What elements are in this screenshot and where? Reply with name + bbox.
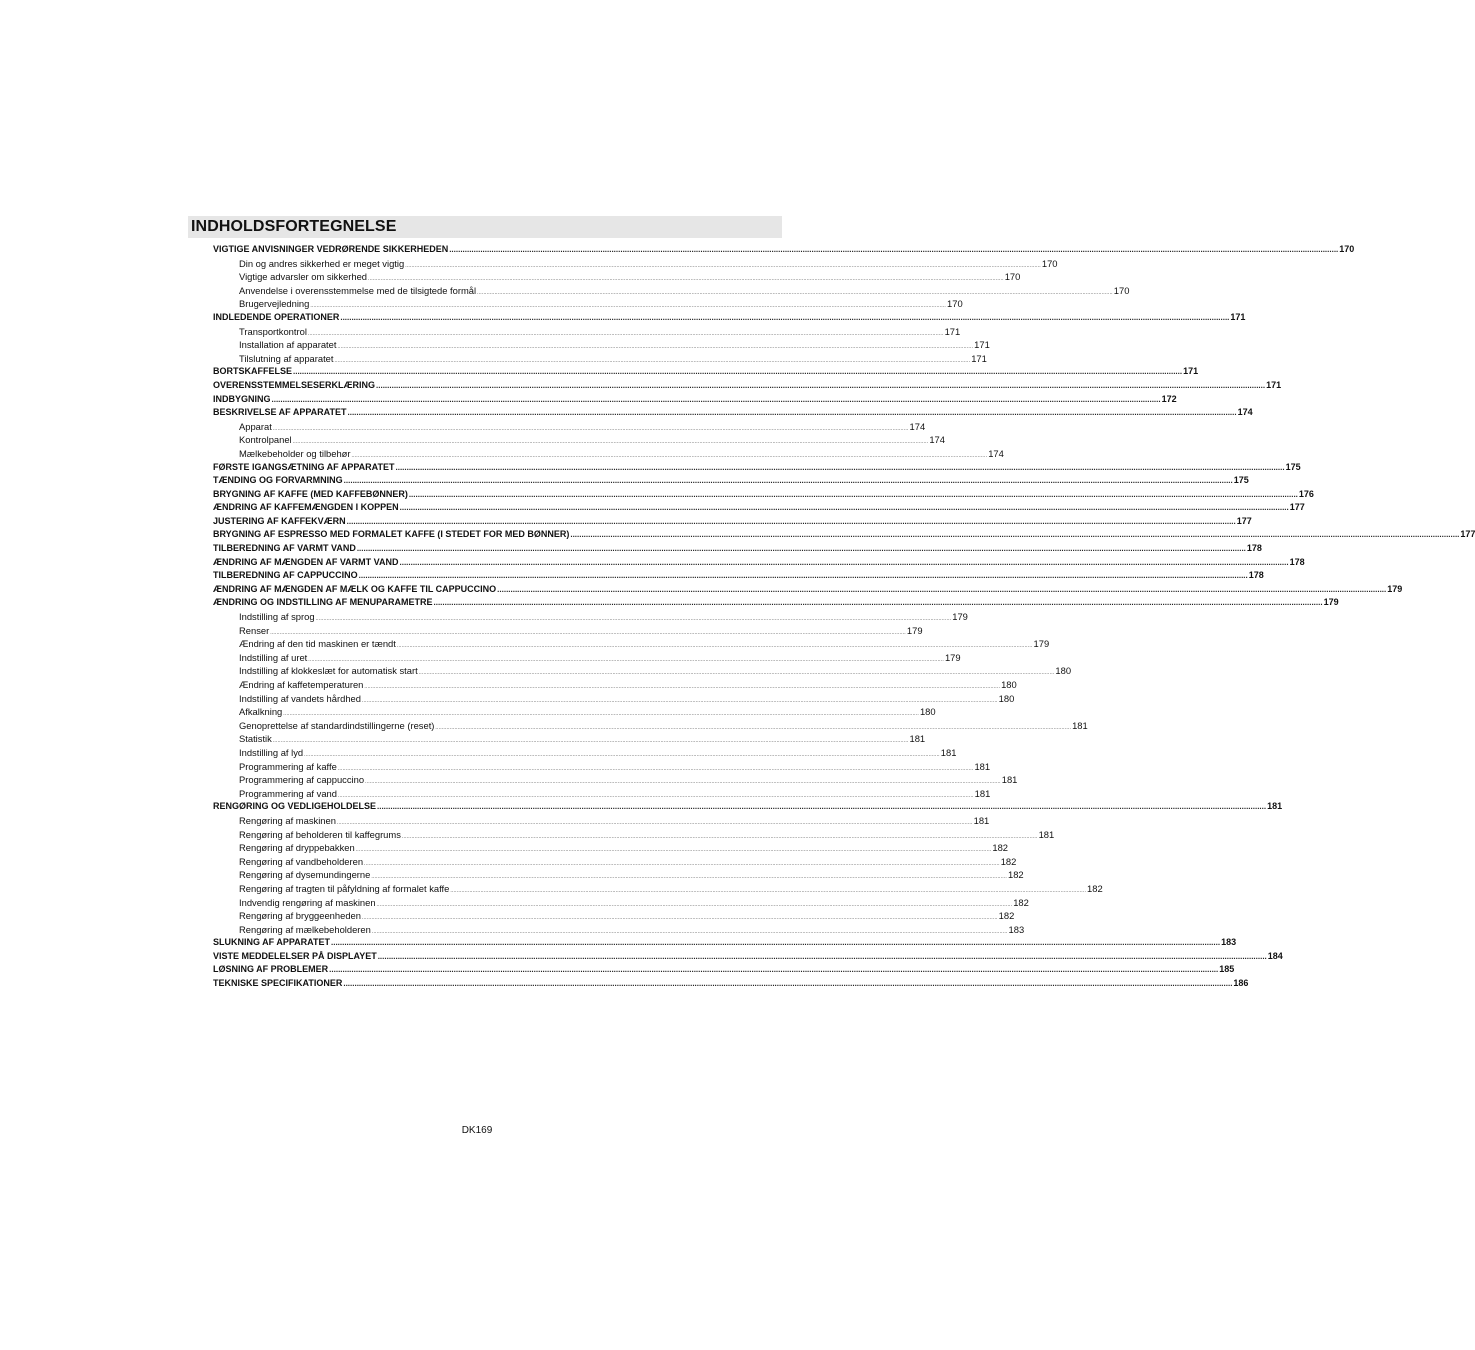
dot-leader: ................................................................................................................................................................................................................................................................................................................................................................................................................ xyxy=(346,516,1236,526)
toc-entry-label: Tilslutning af apparatet xyxy=(239,352,334,364)
toc-entry-page-number: 179 xyxy=(906,624,923,636)
toc-section-row[interactable] xyxy=(213,950,1283,964)
toc-entry-page-number: 181 xyxy=(1267,801,1283,812)
toc-entry-page-number: 170 xyxy=(1339,244,1355,254)
toc-entry-page-number: 181 xyxy=(1001,774,1018,786)
toc-entry-label: INDBYGNING xyxy=(213,393,271,404)
dot-leader: ................................................................................................................................................................................................................................................................................................................................................................................................................ xyxy=(315,616,952,623)
dot-leader: ................................................................................................................................................................................................................................................................................................................................................................................................................ xyxy=(340,312,1230,322)
toc-section-row[interactable] xyxy=(213,406,1253,420)
toc-section-row[interactable] xyxy=(213,800,1283,814)
toc-entry-label: Programmering af cappuccino xyxy=(239,774,365,786)
toc-section-row[interactable] xyxy=(213,501,1305,515)
dot-leader: ................................................................................................................................................................................................................................................................................................................................................................................................................ xyxy=(371,928,1008,935)
toc-section-row[interactable] xyxy=(213,583,1403,597)
toc-entry-page-number: 183 xyxy=(1008,923,1025,935)
toc-entry-label: TÆNDING OG FORVARMNING xyxy=(213,475,343,486)
dot-leader: ................................................................................................................................................................................................................................................................................................................................................................................................................ xyxy=(365,779,1001,786)
toc-entry-page-number: 181 xyxy=(1072,719,1088,731)
toc-entry-page-number: 176 xyxy=(1298,488,1314,499)
toc-subsection-row[interactable] xyxy=(213,352,987,366)
toc-entry-label: Ændring af kaffetemperaturen xyxy=(239,679,364,690)
toc-entry-label: Indstilling af uret xyxy=(239,651,308,663)
toc-subsection-row[interactable] xyxy=(213,787,991,801)
toc-entry-label: Rengøring af mælkebeholderen xyxy=(239,923,371,935)
dot-leader: ................................................................................................................................................................................................................................................................................................................................................................................................................ xyxy=(418,670,1055,677)
page-number-footer: DK169 xyxy=(461,1125,493,1136)
toc-section-row[interactable] xyxy=(213,596,1339,610)
dot-leader: ................................................................................................................................................................................................................................................................................................................................................................................................................ xyxy=(272,738,909,745)
toc-entry-page-number: 171 xyxy=(974,339,990,351)
dot-leader: ................................................................................................................................................................................................................................................................................................................................................................................................................ xyxy=(399,503,1289,513)
toc-subsection-row[interactable] xyxy=(213,284,1130,298)
dot-leader: ................................................................................................................................................................................................................................................................................................................................................................................................................ xyxy=(293,367,1183,377)
dot-leader: ................................................................................................................................................................................................................................................................................................................................................................................................................ xyxy=(361,697,998,704)
dot-leader: ................................................................................................................................................................................................................................................................................................................................................................................................................ xyxy=(358,571,1248,581)
dot-leader: ................................................................................................................................................................................................................................................................................................................................................................................................................ xyxy=(271,394,1161,404)
toc-entry-label: TEKNISKE SPECIFIKATIONER xyxy=(213,978,343,989)
toc-entry-label: Indstilling af sprog xyxy=(239,611,315,623)
toc-entry-page-number: 174 xyxy=(988,447,1004,459)
toc-entry-label: Statistik xyxy=(239,733,272,745)
toc-entry-page-number: 181 xyxy=(909,733,926,745)
dot-leader: ................................................................................................................................................................................................................................................................................................................................................................................................................ xyxy=(399,557,1289,567)
toc-entry-page-number: 180 xyxy=(1055,665,1072,677)
dot-leader: ................................................................................................................................................................................................................................................................................................................................................................................................................ xyxy=(337,765,974,772)
dot-leader: ................................................................................................................................................................................................................................................................................................................................................................................................................ xyxy=(337,792,974,799)
page-title: INDHOLDSFORTEGNELSE xyxy=(191,218,397,235)
toc-entry-label: Din og andres sikkerhed er meget vigtig xyxy=(239,257,405,269)
toc-entry-page-number: 181 xyxy=(974,760,991,772)
toc-entry-label: Programmering af vand xyxy=(239,787,337,799)
toc-entry-label: TILBEREDNING AF CAPPUCCINO xyxy=(213,570,358,581)
dot-leader: ................................................................................................................................................................................................................................................................................................................................................................................................................ xyxy=(368,276,1004,283)
toc-subsection-row[interactable] xyxy=(213,882,1103,896)
toc-section-row[interactable] xyxy=(213,379,1282,393)
toc-section-row[interactable] xyxy=(213,542,1262,556)
toc-entry-page-number: 178 xyxy=(1248,570,1264,581)
dot-leader: ................................................................................................................................................................................................................................................................................................................................................................................................................ xyxy=(433,598,1323,608)
toc-entry-label: INDLEDENDE OPERATIONER xyxy=(213,311,340,322)
toc-subsection-row[interactable] xyxy=(213,692,1015,706)
toc-subsection-row[interactable] xyxy=(213,868,1024,882)
toc-entry-page-number: 182 xyxy=(992,842,1009,854)
toc-entry-label: Afkalkning xyxy=(239,706,283,718)
toc-entry-label: Kontrolpanel xyxy=(239,434,292,446)
dot-leader: ................................................................................................................................................................................................................................................................................................................................................................................................................ xyxy=(336,819,973,826)
dot-leader: ................................................................................................................................................................................................................................................................................................................................................................................................................ xyxy=(570,530,1460,540)
toc-section-row[interactable] xyxy=(213,474,1249,488)
toc-entry-page-number: 170 xyxy=(1113,284,1130,296)
toc-entry-page-number: 177 xyxy=(1460,529,1475,540)
toc-subsection-row[interactable] xyxy=(213,325,961,339)
toc-section-row[interactable] xyxy=(213,488,1314,502)
table-of-contents xyxy=(213,243,1475,991)
toc-subsection-row[interactable] xyxy=(213,420,926,434)
toc-entry-label: BESKRIVELSE AF APPARATET xyxy=(213,407,347,418)
toc-section-row[interactable] xyxy=(213,528,1475,542)
toc-entry-label: VIGTIGE ANVISNINGER VEDRØRENDE SIKKERHEDEN xyxy=(213,244,449,254)
toc-entry-page-number: 171 xyxy=(1266,379,1282,390)
toc-entry-label: Rengøring af dryppebakken xyxy=(239,842,355,854)
dot-leader: ................................................................................................................................................................................................................................................................................................................................................................................................................ xyxy=(331,938,1221,948)
dot-leader: ................................................................................................................................................................................................................................................................................................................................................................................................................ xyxy=(405,262,1041,269)
toc-entry-label: OVERENSSTEMMELSESERKLÆRING xyxy=(213,379,376,390)
toc-entry-page-number: 183 xyxy=(1221,937,1237,948)
dot-leader: ................................................................................................................................................................................................................................................................................................................................................................................................................ xyxy=(401,833,1038,840)
dot-leader: ................................................................................................................................................................................................................................................................................................................................................................................................................ xyxy=(376,380,1266,390)
toc-subsection-row[interactable] xyxy=(213,678,1017,692)
dot-leader: ................................................................................................................................................................................................................................................................................................................................................................................................................ xyxy=(396,643,1033,650)
toc-entry-page-number: 179 xyxy=(1387,583,1403,594)
toc-entry-label: Vigtige advarsler om sikkerhed xyxy=(239,271,368,283)
toc-entry-page-number: 175 xyxy=(1233,475,1249,486)
toc-entry-label: ÆNDRING AF MÆNGDEN AF VARMT VAND xyxy=(213,556,399,567)
dot-leader: ................................................................................................................................................................................................................................................................................................................................................................................................................ xyxy=(497,584,1387,594)
toc-section-row[interactable] xyxy=(213,393,1177,407)
toc-entry-label: Rengøring af dysemundingerne xyxy=(239,869,371,881)
toc-subsection-row[interactable] xyxy=(213,270,1021,284)
toc-subsection-row[interactable] xyxy=(213,760,991,774)
toc-section-row[interactable] xyxy=(213,365,1199,379)
toc-entry-page-number: 170 xyxy=(947,298,963,310)
dot-leader: ................................................................................................................................................................................................................................................................................................................................................................................................................ xyxy=(377,951,1267,961)
toc-subsection-row[interactable] xyxy=(213,651,961,665)
toc-subsection-row[interactable] xyxy=(213,637,1050,651)
dot-leader: ................................................................................................................................................................................................................................................................................................................................................................................................................ xyxy=(310,303,947,310)
toc-entry-label: BRYGNING AF KAFFE (MED KAFFEBØNNER) xyxy=(213,488,408,499)
toc-subsection-row[interactable] xyxy=(213,923,1025,937)
toc-entry-page-number: 181 xyxy=(1038,828,1055,840)
toc-entry-page-number: 180 xyxy=(1001,679,1017,690)
toc-entry-label: ÆNDRING AF MÆNGDEN AF MÆLK OG KAFFE TIL CAPPUCCINO xyxy=(213,583,497,594)
toc-entry-page-number: 185 xyxy=(1219,964,1235,975)
dot-leader: ................................................................................................................................................................................................................................................................................................................................................................................................................ xyxy=(477,289,1113,296)
toc-section-row[interactable] xyxy=(213,963,1235,977)
toc-subsection-row[interactable] xyxy=(213,447,1004,461)
dot-leader: ................................................................................................................................................................................................................................................................................................................................................................................................................ xyxy=(408,489,1298,499)
dot-leader: ................................................................................................................................................................................................................................................................................................................................................................................................................ xyxy=(435,724,1072,731)
toc-entry-page-number: 186 xyxy=(1233,978,1249,989)
toc-entry-label: Brugervejledning xyxy=(239,298,310,310)
toc-title-bar xyxy=(188,216,782,238)
dot-leader: ................................................................................................................................................................................................................................................................................................................................................................................................................ xyxy=(304,751,940,758)
dot-leader: ................................................................................................................................................................................................................................................................................................................................................................................................................ xyxy=(347,408,1237,418)
toc-entry-page-number: 179 xyxy=(952,611,968,623)
dot-leader: ................................................................................................................................................................................................................................................................................................................................................................................................................ xyxy=(308,656,944,663)
toc-subsection-row[interactable] xyxy=(213,909,1015,923)
toc-subsection-row[interactable] xyxy=(213,624,923,638)
toc-entry-page-number: 179 xyxy=(944,651,961,663)
dot-leader: ................................................................................................................................................................................................................................................................................................................................................................................................................ xyxy=(450,887,1087,894)
dot-leader: ................................................................................................................................................................................................................................................................................................................................................................................................................ xyxy=(395,462,1285,472)
toc-entry-label: Rengøring af vandbeholderen xyxy=(239,855,364,867)
toc-subsection-row[interactable] xyxy=(213,896,1029,910)
toc-section-row[interactable] xyxy=(213,243,1355,257)
dot-leader: ................................................................................................................................................................................................................................................................................................................................................................................................................ xyxy=(377,802,1267,812)
dot-leader: ................................................................................................................................................................................................................................................................................................................................................................................................................ xyxy=(292,439,929,446)
toc-section-row[interactable] xyxy=(213,556,1305,570)
toc-entry-label: Mælkebeholder og tilbehør xyxy=(239,447,351,459)
toc-entry-page-number: 171 xyxy=(1183,366,1199,377)
toc-entry-label: Rengøring af maskinen xyxy=(239,814,336,826)
toc-subsection-row[interactable] xyxy=(213,814,990,828)
toc-entry-page-number: 174 xyxy=(909,420,926,432)
toc-entry-page-number: 182 xyxy=(998,910,1015,922)
toc-entry-label: RENGØRING OG VEDLIGEHOLDELSE xyxy=(213,801,377,812)
toc-entry-label: Rengøring af tragten til påfyldning af formalet kaffe xyxy=(239,882,450,894)
toc-entry-page-number: 178 xyxy=(1246,543,1262,554)
toc-entry-page-number: 175 xyxy=(1285,461,1301,472)
dot-leader: ................................................................................................................................................................................................................................................................................................................................................................................................................ xyxy=(355,847,992,854)
toc-entry-page-number: 174 xyxy=(1237,407,1253,418)
dot-leader: ................................................................................................................................................................................................................................................................................................................................................................................................................ xyxy=(283,711,919,718)
dot-leader: ................................................................................................................................................................................................................................................................................................................................................................................................................ xyxy=(272,425,909,432)
dot-leader: ................................................................................................................................................................................................................................................................................................................................................................................................................ xyxy=(364,684,1001,690)
toc-entry-page-number: 182 xyxy=(1000,855,1017,867)
toc-subsection-row[interactable] xyxy=(213,257,1058,271)
toc-entry-page-number: 180 xyxy=(998,692,1015,704)
toc-entry-page-number: 174 xyxy=(929,434,945,446)
dot-leader: ................................................................................................................................................................................................................................................................................................................................................................................................................ xyxy=(351,452,988,459)
toc-entry-label: Genoprettelse af standardindstillingerne (reset) xyxy=(239,719,435,731)
toc-entry-label: Renser xyxy=(239,624,270,636)
toc-subsection-row[interactable] xyxy=(213,855,1017,869)
toc-entry-page-number: 171 xyxy=(944,325,961,337)
toc-subsection-row[interactable] xyxy=(213,828,1055,842)
dot-leader: ................................................................................................................................................................................................................................................................................................................................................................................................................ xyxy=(371,874,1007,881)
toc-entry-label: Installation af apparatet xyxy=(239,339,337,351)
toc-subsection-row[interactable] xyxy=(213,433,945,447)
toc-entry-label: Anvendelse i overensstemmelse med de tilsigtede formål xyxy=(239,284,477,296)
toc-entry-page-number: 184 xyxy=(1267,950,1283,961)
toc-entry-page-number: 181 xyxy=(973,814,990,826)
dot-leader: ................................................................................................................................................................................................................................................................................................................................................................................................................ xyxy=(329,965,1219,975)
toc-entry-label: BRYGNING AF ESPRESSO MED FORMALET KAFFE (I STEDET FOR MED BØNNER) xyxy=(213,529,570,540)
dot-leader: ................................................................................................................................................................................................................................................................................................................................................................................................................ xyxy=(337,344,974,351)
toc-entry-label: ÆNDRING OG INDSTILLING AF MENUPARAMETRE xyxy=(213,597,433,608)
toc-entry-label: ÆNDRING AF KAFFEMÆNGDEN I KOPPEN xyxy=(213,502,399,513)
toc-entry-page-number: 177 xyxy=(1236,515,1252,526)
dot-leader: ................................................................................................................................................................................................................................................................................................................................................................................................................ xyxy=(356,544,1246,554)
dot-leader: ................................................................................................................................................................................................................................................................................................................................................................................................................ xyxy=(364,860,1000,867)
toc-entry-page-number: 181 xyxy=(940,746,957,758)
toc-entry-label: Rengøring af beholderen til kaffegrums xyxy=(239,828,401,840)
dot-leader: ................................................................................................................................................................................................................................................................................................................................................................................................................ xyxy=(307,330,944,337)
toc-subsection-row[interactable] xyxy=(213,841,1009,855)
toc-section-row[interactable] xyxy=(213,936,1237,950)
dot-leader: ................................................................................................................................................................................................................................................................................................................................................................................................................ xyxy=(334,357,971,364)
toc-entry-page-number: 180 xyxy=(919,706,936,718)
toc-section-row[interactable] xyxy=(213,569,1264,583)
toc-subsection-row[interactable] xyxy=(213,338,990,352)
toc-entry-page-number: 182 xyxy=(1013,896,1029,908)
toc-subsection-row[interactable] xyxy=(213,773,1018,787)
toc-entry-label: JUSTERING AF KAFFEKVÆRN xyxy=(213,515,346,526)
dot-leader: ................................................................................................................................................................................................................................................................................................................................................................................................................ xyxy=(270,629,906,636)
toc-subsection-row[interactable] xyxy=(213,719,1088,733)
toc-entry-page-number: 177 xyxy=(1289,502,1305,513)
toc-entry-page-number: 179 xyxy=(1033,638,1050,650)
dot-leader: ................................................................................................................................................................................................................................................................................................................................................................................................................ xyxy=(343,476,1233,486)
toc-entry-label: Rengøring af bryggeenheden xyxy=(239,910,361,922)
toc-entry-label: Transportkontrol xyxy=(239,325,307,337)
toc-entry-label: Apparat xyxy=(239,420,272,432)
toc-entry-label: Indstilling af klokkeslæt for automatisk start xyxy=(239,665,418,677)
dot-leader: ................................................................................................................................................................................................................................................................................................................................................................................................................ xyxy=(449,245,1339,254)
toc-entry-label: Indstilling af lyd xyxy=(239,746,304,758)
toc-entry-page-number: 172 xyxy=(1161,393,1177,404)
toc-entry-page-number: 171 xyxy=(1230,311,1246,322)
toc-entry-label: Programmering af kaffe xyxy=(239,760,337,772)
toc-entry-page-number: 181 xyxy=(974,787,991,799)
toc-entry-label: Ændring af den tid maskinen er tændt xyxy=(239,638,396,650)
toc-entry-page-number: 182 xyxy=(1087,882,1103,894)
toc-entry-page-number: 170 xyxy=(1041,257,1058,269)
toc-entry-page-number: 170 xyxy=(1004,271,1021,283)
toc-entry-label: TILBEREDNING AF VARMT VAND xyxy=(213,543,356,554)
dot-leader: ................................................................................................................................................................................................................................................................................................................................................................................................................ xyxy=(343,979,1233,989)
toc-section-row[interactable] xyxy=(213,461,1301,475)
toc-section-row[interactable] xyxy=(213,515,1252,529)
toc-entry-label: FØRSTE IGANGSÆTNING AF APPARATET xyxy=(213,461,395,472)
toc-subsection-row[interactable] xyxy=(213,705,936,719)
dot-leader: ................................................................................................................................................................................................................................................................................................................................................................................................................ xyxy=(361,915,998,922)
toc-entry-label: LØSNING AF PROBLEMER xyxy=(213,964,329,975)
toc-entry-page-number: 179 xyxy=(1323,597,1339,608)
toc-subsection-row[interactable] xyxy=(213,297,963,311)
toc-entry-label: SLUKNING AF APPARATET xyxy=(213,937,330,948)
toc-section-row[interactable] xyxy=(213,311,1246,325)
toc-entry-page-number: 171 xyxy=(971,352,987,364)
toc-entry-label: Indvendig rengøring af maskinen xyxy=(239,896,376,908)
toc-entry-label: BORTSKAFFELSE xyxy=(213,366,293,377)
toc-entry-page-number: 178 xyxy=(1289,556,1305,567)
toc-section-row[interactable] xyxy=(213,977,1249,991)
toc-entry-page-number: 182 xyxy=(1008,869,1024,881)
toc-subsection-row[interactable] xyxy=(213,664,1072,678)
toc-entry-label: Indstilling af vandets hårdhed xyxy=(239,692,361,704)
toc-subsection-row[interactable] xyxy=(213,732,926,746)
dot-leader: ................................................................................................................................................................................................................................................................................................................................................................................................................ xyxy=(376,901,1013,908)
toc-entry-label: VISTE MEDDELELSER PÅ DISPLAYET xyxy=(213,950,377,961)
toc-subsection-row[interactable] xyxy=(213,746,957,760)
toc-subsection-row[interactable] xyxy=(213,610,968,624)
